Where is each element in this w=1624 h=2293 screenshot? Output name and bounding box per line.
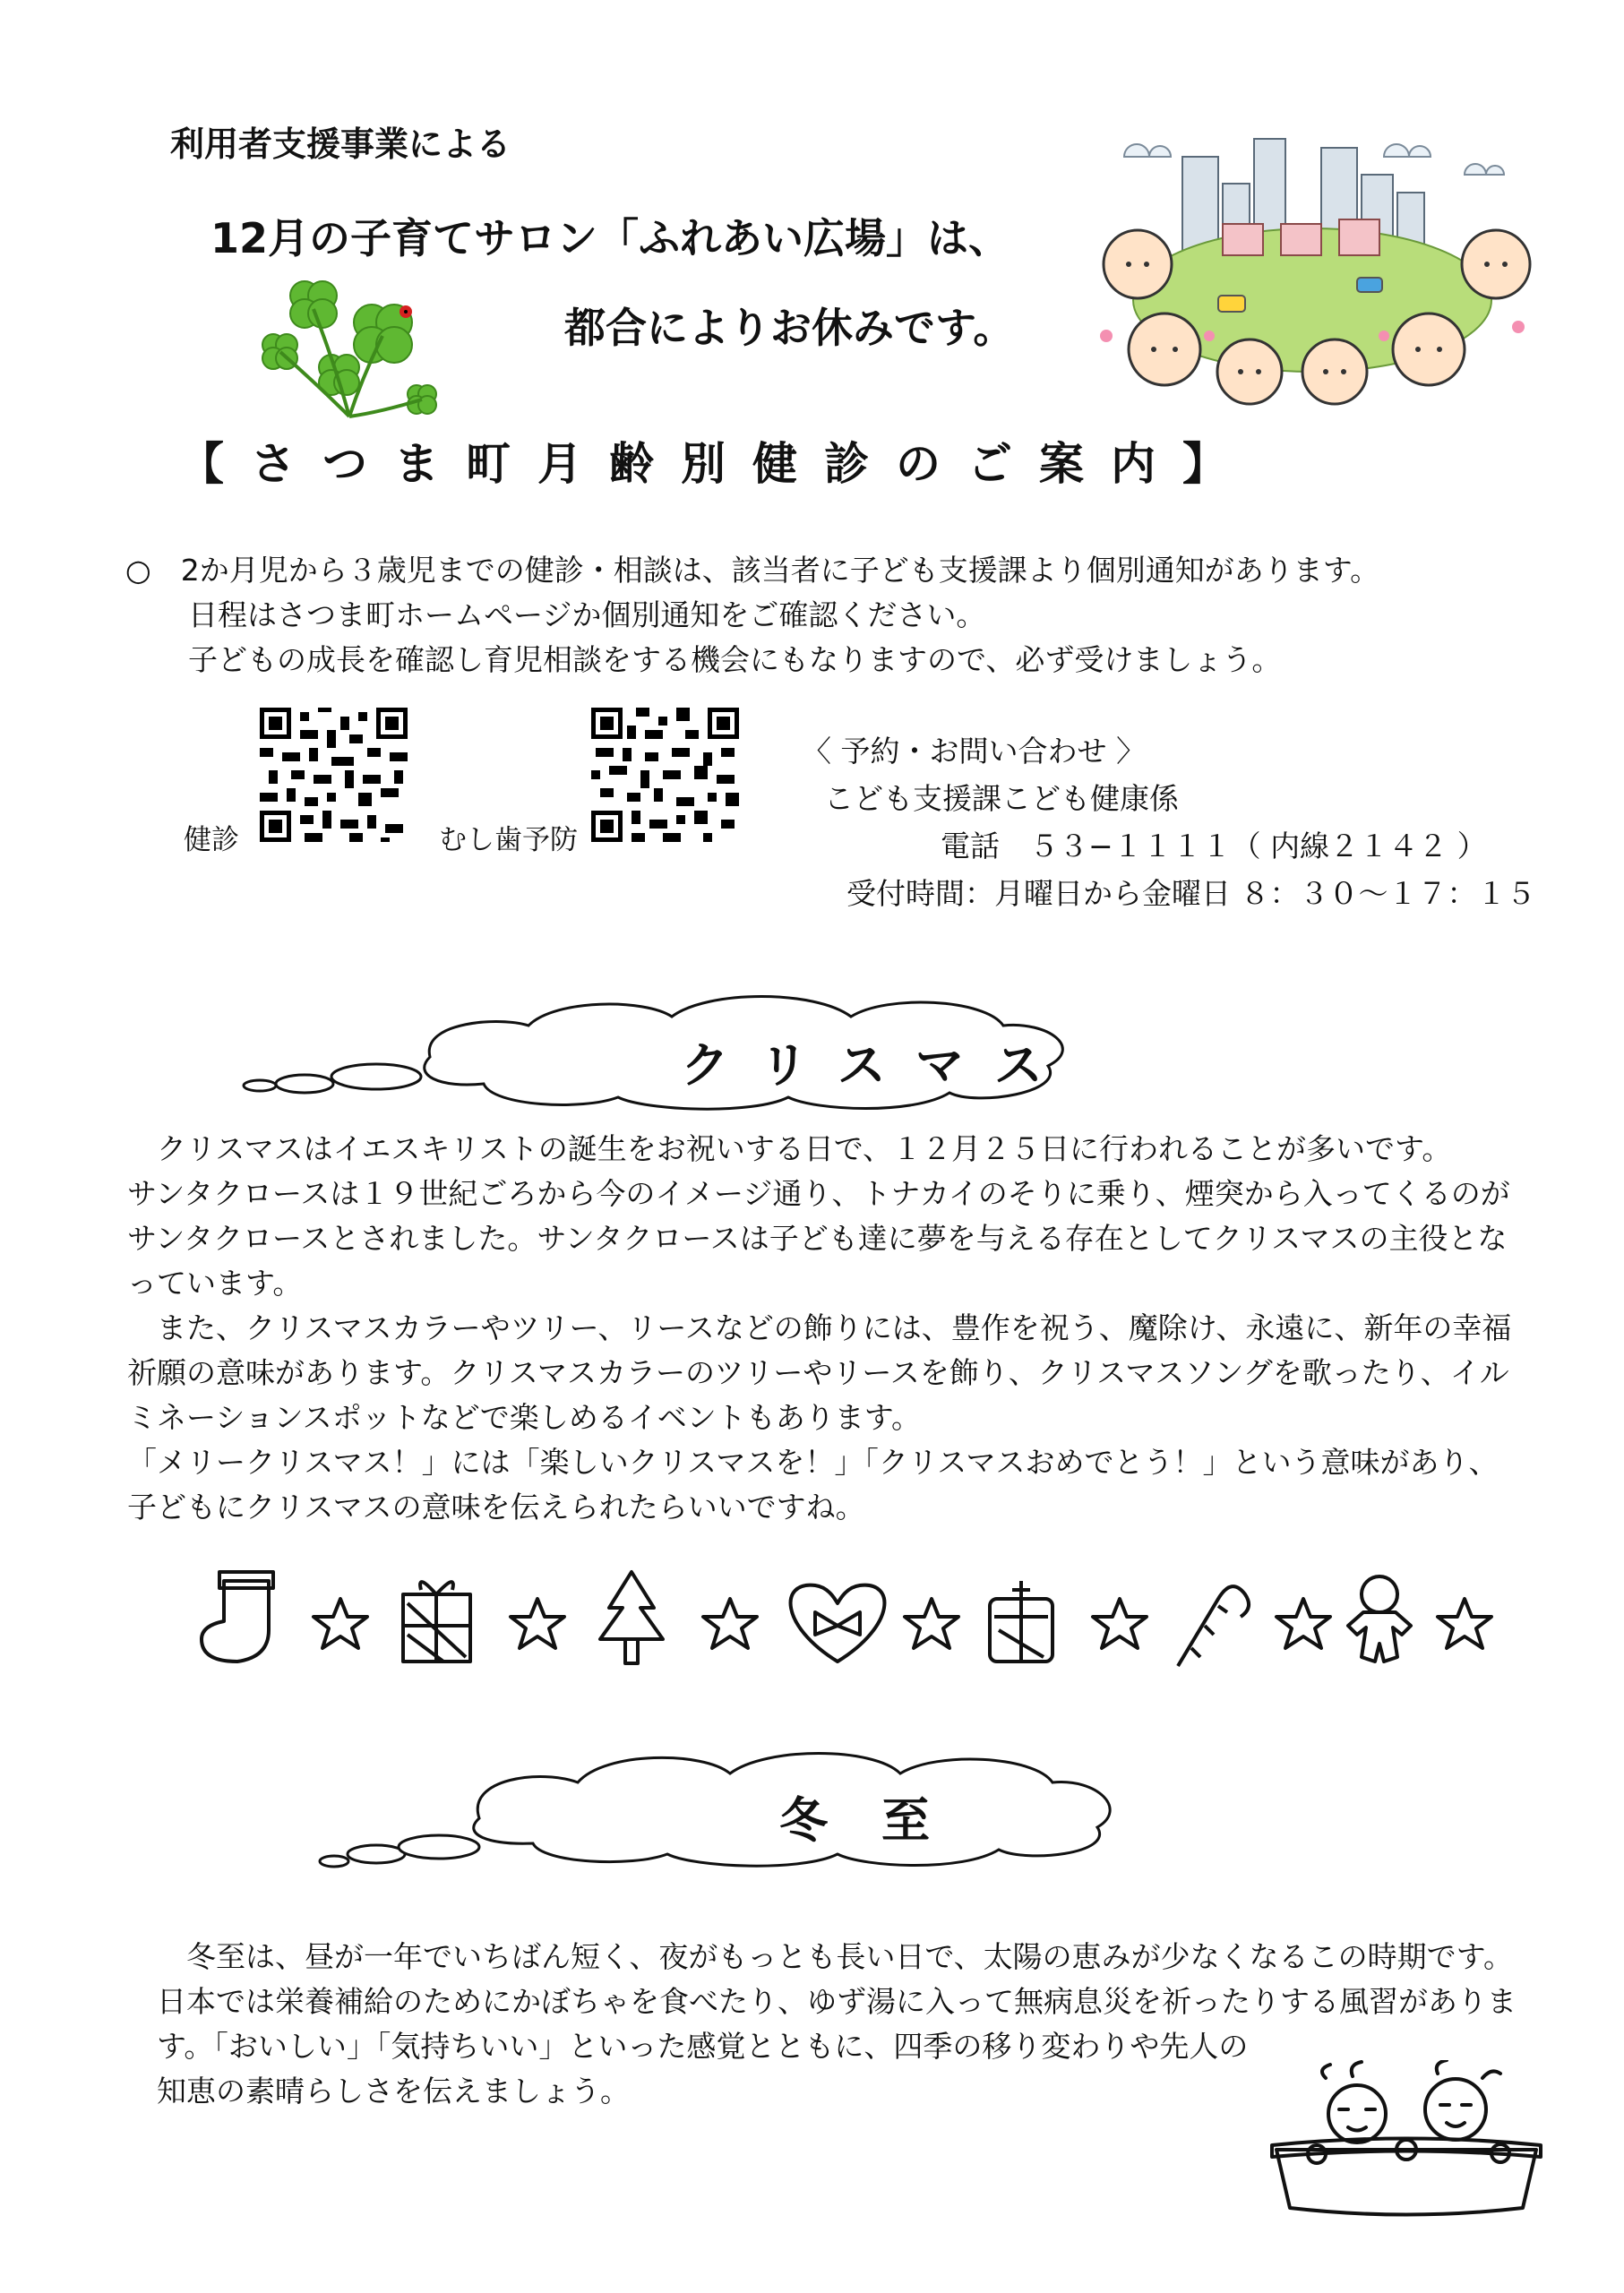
checkup-line-1: ○ 2か月児から３歳児までの健診・相談は、該当者に子ども支援課より個別通知があります。	[125, 553, 1380, 588]
gift-icon	[403, 1582, 470, 1662]
christmas-line-8: 「メリークリスマス！」には「楽しいクリスマスを！」「クリスマスおめでとう！」という意味があり、	[127, 1445, 1499, 1480]
qr-code-icon	[591, 708, 739, 842]
contact-phone: 電話 ５３−１１１１（ 内線２１４２ ）	[941, 829, 1487, 863]
christmas-line-4: っています。	[127, 1266, 303, 1301]
toji-line-2: 日本では栄養補給のためにかぼちゃを食べたり、ゆず湯に入って無病息災を祈ったりする風習がありま	[157, 1984, 1517, 2019]
qr-label-dental: むし歯予防	[439, 824, 578, 856]
salon-notice: 12月の子育てサロン「ふれあい広場」は、	[211, 214, 1010, 262]
cloud-icon	[318, 1729, 1232, 1881]
stocking-icon	[202, 1572, 273, 1662]
town-illustration-icon	[1088, 121, 1536, 417]
clover-icon	[237, 269, 461, 421]
christmas-paragraph	[127, 1127, 1511, 1530]
heart-wreath-icon	[791, 1585, 885, 1662]
christmas-line-2: サンタクロースは１９世紀ごろから今のイメージ通り、トナカイのそりに乗り、煙突から入ってくるのが	[127, 1176, 1510, 1211]
yuzu-bath-illustration-icon	[1263, 2060, 1550, 2226]
christmas-line-7: ミネーションスポットなどで楽しめるイベントもあります。	[127, 1400, 922, 1435]
checkup-info	[125, 548, 1379, 683]
qr-label-checkup: 健診	[184, 824, 239, 856]
star-icon	[1093, 1599, 1147, 1648]
checkup-title: 【さつま町月齢別健診のご案内】	[179, 438, 1254, 490]
contact-dept: こども支援課こども健康係	[824, 781, 1179, 816]
toji-title: 冬至	[779, 1792, 984, 1849]
gift-icon	[990, 1581, 1053, 1662]
star-icon	[511, 1599, 564, 1648]
qr-code-icon	[260, 708, 408, 842]
christmas-line-1: クリスマスはイエスキリストの誕生をお祝いする日で、１２月２５日に行われることが多いです。	[127, 1131, 1452, 1166]
christmas-line-5: また、クリスマスカラーやツリー、リースなどの飾りには、豊作を祝う、魔除け、永遠に、新年の幸福	[127, 1310, 1512, 1345]
christmas-decoration-row	[188, 1563, 1505, 1675]
christmas-line-3: サンタクロースとされました。サンタクロースは子ども達に夢を与える存在としてクリスマスの主役とな	[127, 1221, 1508, 1256]
christmas-title: クリスマス	[681, 1037, 1073, 1094]
star-icon	[1276, 1599, 1330, 1648]
toji-line-3: す。「おいしい」「気持ちいい」といった感覚とともに、四季の移り変わりや先人の	[157, 2029, 1249, 2064]
star-icon	[703, 1599, 757, 1648]
star-icon	[314, 1599, 367, 1648]
contact-heading: 〈 予約・お問い合わせ 〉	[802, 734, 1146, 769]
star-icon	[1438, 1599, 1491, 1648]
subtitle: 利用者支援事業による	[170, 125, 511, 164]
contact-block	[802, 727, 1536, 917]
star-icon	[905, 1599, 958, 1648]
christmas-line-6: 祈願の意味があります。クリスマスカラーのツリーやリースを飾り、クリスマスソングを歌ったり、イル	[127, 1355, 1509, 1390]
tree-icon	[600, 1572, 663, 1663]
gingerbread-icon	[1348, 1576, 1411, 1662]
checkup-line-2: 日程はさつま町ホームページか個別通知をご確認ください。	[188, 597, 986, 632]
closed-notice: 都合によりお休みです。	[564, 304, 1015, 352]
toji-line-1: 冬至は、昼が一年でいちばん短く、夜がもっとも長い日で、太陽の恵みが少なくなるこの時期です。	[157, 1939, 1514, 1974]
toji-line-4: 知恵の素晴らしさを伝えましょう。	[157, 2074, 630, 2108]
checkup-line-3: 子どもの成長を確認し育児相談をする機会にもなりますので、必ず受けましょう。	[188, 642, 1282, 677]
christmas-line-9: 子どもにクリスマスの意味を伝えられたらいいですね。	[127, 1490, 865, 1524]
contact-hours: 受付時間：月曜日から金曜日 ８：３０〜１７：１５	[846, 876, 1536, 911]
candy-cane-icon	[1178, 1586, 1249, 1666]
